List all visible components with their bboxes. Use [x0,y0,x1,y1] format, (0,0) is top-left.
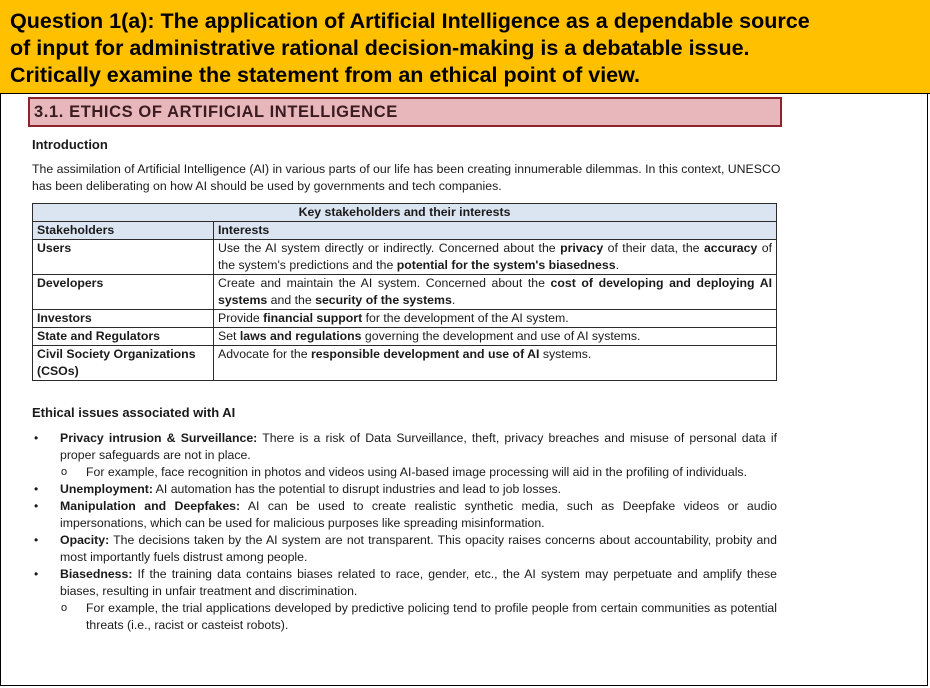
sub-list-item [60,464,777,481]
bullet-icon: • [34,499,39,513]
interest-bold: potential for the system's biasedness [396,258,616,272]
question-line-3: Critically examine the statement from an ethical point of view. [10,63,641,87]
list-item [32,430,777,481]
interest-cell [214,240,777,275]
interest-bold: responsible development and use of AI [310,347,540,361]
interest-text: of the system's predictions and the [218,241,772,272]
issue-text: There is a risk of Data Surveillance, theft, privacy breaches and misuse of personal data if proper safeguards are not in place. [60,431,777,462]
interest-text: and the [267,293,316,307]
issue-title: Manipulation and Deepfakes: [60,499,241,513]
interest-bold: privacy [560,241,604,255]
list-item [32,498,777,532]
interest-text: Set [218,329,240,343]
section-title: 3.1. ETHICS OF ARTIFICIAL INTELLIGENCE [28,97,782,127]
issue-text: The decisions taken by the AI system are not transparent. This opacity raises concerns about accountability, probity and most importantly fuels distrust among people. [60,533,777,564]
intro-paragraph: The assimilation of Artificial Intelligence (AI) in various parts of our life has been creating innumerable dilemmas. In this context, UNESCO has been deliberating on how AI should be used by governments and tech companies. [32,162,781,193]
interest-text: Use the AI system directly or indirectly. Concerned about the [218,241,561,255]
issues-list [32,430,777,634]
interest-text: Provide [218,311,264,325]
table-row [33,275,777,310]
interest-text: of their data, the [603,241,704,255]
issue-text: If the training data contains biases related to race, gender, etc., the AI system may perpetuate and amplify these biases, resulting in unfair treatment and discrimination. [60,567,777,598]
sub-list-item [60,600,777,634]
interest-text: . [451,293,456,307]
issues-heading: Ethical issues associated with AI [32,405,236,420]
intro-heading: Introduction [32,137,108,152]
stakeholders-table [32,203,777,381]
stakeholder-cell: Investors [33,310,214,328]
issue-title: Biasedness: [60,567,133,581]
interest-cell [214,328,777,346]
bullet-icon: • [34,567,39,581]
issue-title: Opacity: [60,533,110,547]
stakeholder-cell: State and Regulators [33,328,214,346]
table-row [33,310,777,328]
question-banner [0,0,930,94]
sub-bullet-icon: o [61,602,68,614]
table-row [33,328,777,346]
interest-cell [214,346,777,381]
interest-text: . [615,258,619,272]
bullet-icon: • [34,533,39,547]
interest-bold: laws and regulations [239,329,362,343]
stakeholder-cell: Civil Society Organizations (CSOs) [33,346,214,381]
sub-item-text: For example, the trial applications developed by predictive policing tend to profile people from certain communities as potential threats (i.e., racist or casteist robots). [86,601,777,632]
interest-cell [214,275,777,310]
interest-text: systems. [539,347,592,361]
col-header-interests: Interests [214,222,777,240]
sub-list [60,600,777,634]
table-caption: Key stakeholders and their interests [33,204,777,222]
list-item [32,566,777,634]
issue-text: AI automation has the potential to disrupt industries and lead to job losses. [152,482,562,496]
interest-text: Create and maintain the AI system. Concerned about the [218,276,551,290]
bullet-icon: • [34,482,39,496]
interest-text: governing the development and use of AI systems. [361,329,641,343]
interest-cell [214,310,777,328]
list-item [32,481,777,498]
interest-text: Advocate for the [218,347,311,361]
interest-text: for the development of the AI system. [362,311,569,325]
table-header-row [33,222,777,240]
interest-bold: financial support [263,311,363,325]
interest-bold: accuracy [703,241,758,255]
table-row [33,240,777,275]
issue-text: AI can be used to create realistic synthetic media, such as Deepfake videos or audio impersonations, which can be used for malicious purposes like spreading misinformation. [60,499,777,530]
interest-bold: security of the systems [315,293,452,307]
stakeholder-cell: Developers [33,275,214,310]
sub-list [60,464,777,481]
issue-title: Unemployment: [60,482,153,496]
table-row [33,346,777,381]
col-header-stakeholders: Stakeholders [33,222,214,240]
table-caption-row [33,204,777,222]
issue-title: Privacy intrusion & Surveillance: [60,431,258,445]
interest-bold: cost of developing and deploying AI systems [218,276,772,307]
list-item [32,532,777,566]
stakeholder-cell: Users [33,240,214,275]
question-line-1: Question 1(a): The application of Artificial Intelligence as a dependable source [10,9,810,33]
bullet-icon: • [34,431,39,445]
question-line-2: of input for administrative rational decision-making is a debatable issue. [10,36,750,60]
sub-item-text: For example, face recognition in photos and videos using AI-based image processing will aid in the profiling of individuals. [86,465,747,479]
sub-bullet-icon: o [61,466,68,478]
